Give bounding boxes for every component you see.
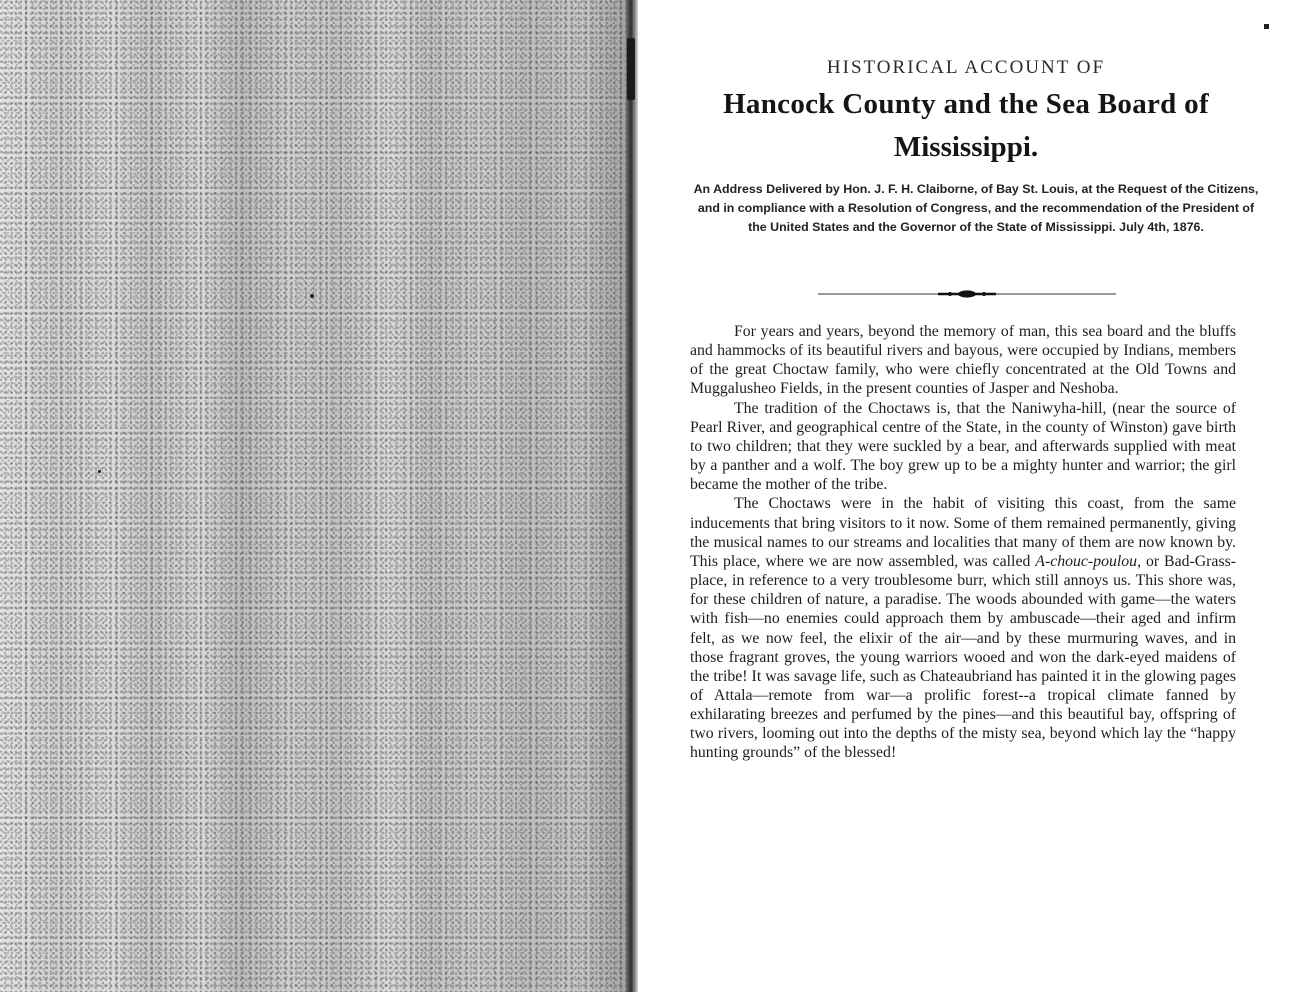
title-line-2: Mississippi. <box>893 131 1039 163</box>
paragraph-2: The tradition of the Choctaws is, that the Naniwyha-hill, (near the source of Pearl River, and geographical centre of the State, in the county of Winston) gave birth to two children; that they were suckled by a bear, and afterwards supplied with meat by a panther and a wolf. The boy grew up to be a mighty hunter and warrior; the girl became the mother of the tribe. <box>690 399 1236 494</box>
paragraph-1: For years and years, beyond the memory of man, this sea board and the bluffs and hammocks of its beautiful rivers and bayous, were occupied by Indians, members of the great Choctaw family, who were chiefly concentrated at the Old Towns and Muggalusheo Fields, in the present counties of Jasper and Neshoba. <box>690 323 1236 398</box>
ornament-divider <box>818 288 1116 300</box>
scan-mark <box>1264 24 1269 29</box>
paragraph-3 <box>690 494 1236 762</box>
address-body <box>690 322 1236 763</box>
place-name-italic: A-chouc-poulou <box>1035 552 1138 570</box>
address-subtitle: An Address Delivered by Hon. J. F. H. Claiborne, of Bay St. Louis, at the Request of the Citizens, and in compliance with a Resolution of Congress, and the recommendation of the President of the United States and the Governor of the State of Mississippi. July 4th, 1876. <box>693 182 1259 235</box>
left-blank-page <box>0 0 636 992</box>
paragraph-3-text-a: The Choctaws were in the habit of visiting this coast, from the same inducements that bring visitors to it now. Some of them remained permanently, giving the musical names to our streams and localities that many of them are now known by. This place, where we are now assembled, was called <box>690 495 1236 570</box>
dust-speck <box>310 294 314 298</box>
text-page <box>640 0 1292 992</box>
title-line-1: Hancock County and the Sea Board of <box>723 88 1209 120</box>
paragraph-3-text-b: , or Bad-Grass-place, in reference to a very troublesome burr, which still annoys us. This shore was, for these children of nature, a paradise. The woods abounded with game—the waters with fish—no enemies could approach them by ambuscade—their aged and infirm felt, as we now feel, the elixir of the air—and by these murmuring waves, and in those fragrant groves, the young warriors wooed and won the dark-eyed maidens of the tribe! It was savage life, such as Chateaubriand has painted it in the glowing pages of Attala—remote from war—a prolific forest--a tropical climate fanned by exhilarating breezes and perfumed by the pines—and this beautiful bay, offspring of two rivers, looming out into the depths of the misty sea, beyond which lay the “happy hunting grounds” of the blessed! <box>690 552 1236 762</box>
book-gutter <box>626 0 638 992</box>
binding-mark <box>627 38 635 100</box>
dust-speck <box>98 470 101 473</box>
supertitle: HISTORICAL ACCOUNT OF <box>826 57 1106 78</box>
